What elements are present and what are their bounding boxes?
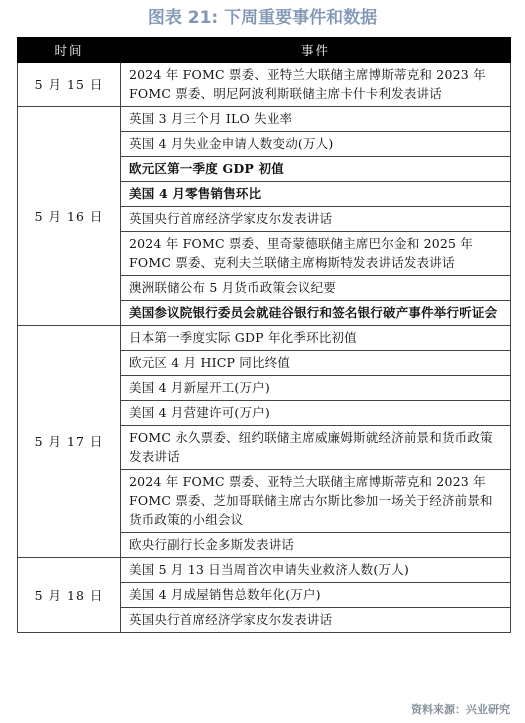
event-cell: 欧元区 4 月 HICP 同比终值 <box>121 351 511 376</box>
event-cell: FOMC 永久票委、纽约联储主席威廉姆斯就经济前景和货币政策发表讲话 <box>121 426 511 470</box>
event-cell: 美国 4 月营建许可(万户) <box>121 401 511 426</box>
event-cell: 2024 年 FOMC 票委、里奇蒙德联储主席巴尔金和 2025 年 FOMC 票委、克利夫兰联储主席梅斯特发表讲话发表讲话 <box>121 232 511 276</box>
event-cell: 欧元区第一季度 GDP 初值 <box>121 157 511 182</box>
event-cell: 美国 4 月成屋销售总数年化(万户) <box>121 583 511 608</box>
event-cell: 美国 5 月 13 日当周首次申请失业救济人数(万人) <box>121 558 511 583</box>
event-cell: 2024 年 FOMC 票委、亚特兰大联储主席博斯蒂克和 2023 年 FOMC 票委、芝加哥联储主席古尔斯比参加一场关于经济前景和货币政策的小组会议 <box>121 470 511 533</box>
date-cell: 5 月 15 日 <box>18 63 121 107</box>
date-cell: 5 月 18 日 <box>18 558 121 633</box>
events-body <box>18 63 511 633</box>
header-row <box>18 38 511 63</box>
figure-title: 图表 21: 下周重要事件和数据 <box>147 8 378 28</box>
table-row <box>18 558 511 583</box>
event-cell: 日本第一季度实际 GDP 年化季环比初值 <box>121 326 511 351</box>
event-cell: 美国参议院银行委员会就硅谷银行和签名银行破产事件举行听证会 <box>121 301 511 326</box>
header-date: 时间 <box>18 38 121 63</box>
header-event: 事件 <box>121 38 511 63</box>
event-cell: 英国央行首席经济学家皮尔发表讲话 <box>121 608 511 633</box>
table-row <box>18 63 511 107</box>
table-row <box>18 326 511 351</box>
event-cell: 澳洲联储公布 5 月货币政策会议纪要 <box>121 276 511 301</box>
event-cell: 英国央行首席经济学家皮尔发表讲话 <box>121 207 511 232</box>
event-cell: 美国 4 月零售销售环比 <box>121 182 511 207</box>
date-cell: 5 月 17 日 <box>18 326 121 558</box>
events-table <box>17 37 511 633</box>
date-cell: 5 月 16 日 <box>18 107 121 326</box>
table-row <box>18 107 511 132</box>
event-cell: 英国 4 月失业金申请人数变动(万人) <box>121 132 511 157</box>
event-cell: 美国 4 月新屋开工(万户) <box>121 376 511 401</box>
source-note: 资料来源：兴业研究 <box>411 703 510 716</box>
event-cell: 2024 年 FOMC 票委、亚特兰大联储主席博斯蒂克和 2023 年 FOMC 票委、明尼阿波利斯联储主席卡什卡利发表讲话 <box>121 63 511 107</box>
event-cell: 英国 3 月三个月 ILO 失业率 <box>121 107 511 132</box>
event-cell: 欧央行副行长金多斯发表讲话 <box>121 533 511 558</box>
